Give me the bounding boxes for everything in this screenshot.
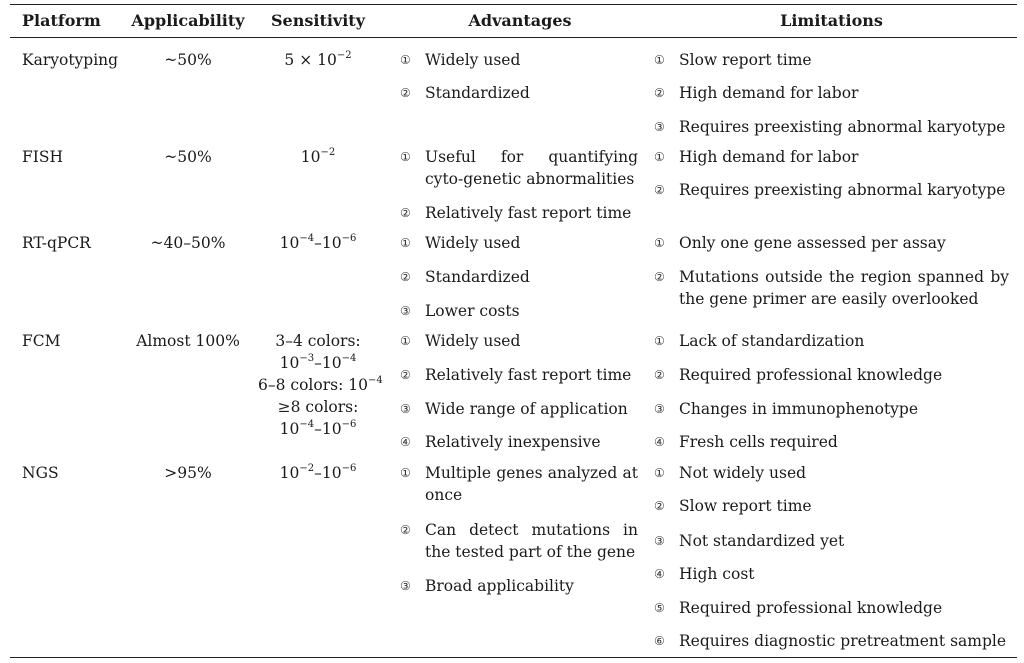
limitation-item: Requires preexisting abnormal karyotype [679,118,1006,136]
sensitivity-line: $10^{-3}-10^{-4}$ [279,352,357,372]
sensitivity-line: 3–4 colors: [275,332,361,350]
limitation-item: Mutations outside the region spanned by the gene primer are easily overlooked [679,268,1009,308]
applicability-karyotyping: ~50% [164,51,212,69]
marker-1-icon: ① [400,334,411,348]
applicability-fcm: Almost 100% [136,332,240,350]
marker-4-icon: ④ [654,435,665,449]
marker-1-icon: ① [654,334,665,348]
marker-3-icon: ③ [654,120,665,134]
sensitivity-ngs: $10^{-2}-10^{-6}$ [279,462,357,482]
marker-3-icon: ③ [654,534,665,548]
marker-3-icon: ③ [400,304,411,318]
marker-1-icon: ① [654,53,665,67]
limitation-item: Not standardized yet [679,532,845,550]
header-advantages: Advantages [468,11,572,30]
advantage-item: Multiple genes analyzed at once [425,464,638,504]
table-top-rule [10,4,1017,5]
marker-2-icon: ② [654,368,665,382]
table-header-rule [10,37,1017,38]
advantage-item: Relatively fast report time [425,204,632,222]
limitation-item: Requires preexisting abnormal karyotype [679,181,1006,199]
advantage-item: Broad applicability [425,577,574,595]
marker-6-icon: ⑥ [654,634,665,648]
limitation-item: Required professional knowledge [679,599,943,617]
sensitivity-fish: $10^{-2}$ [300,146,336,166]
header-sensitivity: Sensitivity [271,11,365,30]
applicability-rt-qpcr: ~40–50% [150,234,226,252]
platform-fish: FISH [22,148,64,166]
header-applicability: Applicability [131,11,245,30]
marker-2-icon: ② [400,206,411,220]
marker-1-icon: ① [654,466,665,480]
applicability-fish: ~50% [164,148,212,166]
limitation-item: Required professional knowledge [679,366,943,384]
marker-2-icon: ② [400,270,411,284]
applicability-ngs: >95% [164,464,212,482]
advantage-item: Standardized [425,84,530,102]
marker-1-icon: ① [400,53,411,67]
limitation-item: Requires diagnostic pretreatment sample [679,632,1007,650]
platform-fcm: FCM [22,332,61,350]
advantage-item: Useful for quantifying cyto-genetic abnormalities [425,148,638,188]
marker-1-icon: ① [400,150,411,164]
advantage-item: Can detect mutations in the tested part of the gene [425,521,638,561]
limitation-item: Fresh cells required [679,433,838,451]
header-platform: Platform [22,11,101,30]
marker-4-icon: ④ [400,435,411,449]
marker-5-icon: ⑤ [654,601,665,615]
marker-3-icon: ③ [400,402,411,416]
limitation-item: High demand for labor [679,148,859,166]
marker-1-icon: ① [400,466,411,480]
limitation-item: Lack of standardization [679,332,865,350]
sensitivity-line: $10^{-4}-10^{-6}$ [279,418,357,438]
marker-3-icon: ③ [400,579,411,593]
limitation-item: Only one gene assessed per assay [679,234,946,252]
platform-rt-qpcr: RT-qPCR [22,234,91,252]
marker-2-icon: ② [400,86,411,100]
advantage-item: Relatively fast report time [425,366,632,384]
platform-karyotyping: Karyotyping [22,51,119,69]
sensitivity-karyotyping: $5 \times 10^{-2}$ [284,49,352,69]
sensitivity-line: 6–8 colors: $10^{-4}$ [258,374,383,394]
marker-2-icon: ② [654,270,665,284]
table-bottom-rule [10,657,1017,658]
limitation-item: Changes in immunophenotype [679,400,919,418]
marker-2-icon: ② [400,368,411,382]
marker-4-icon: ④ [654,567,665,581]
limitation-item: High cost [679,565,755,583]
marker-2-icon: ② [654,183,665,197]
sensitivity-rt-qpcr: $10^{-4}-10^{-6}$ [279,232,357,252]
sensitivity-fcm [258,330,383,440]
limitation-item: Slow report time [679,497,812,515]
marker-2-icon: ② [654,86,665,100]
marker-2-icon: ② [654,499,665,513]
sensitivity-line: ≥8 colors: [277,398,359,416]
marker-1-icon: ① [654,150,665,164]
platform-ngs: NGS [22,464,59,482]
marker-2-icon: ② [400,523,411,537]
marker-1-icon: ① [654,236,665,250]
limitation-item: Slow report time [679,51,812,69]
advantage-item: Lower costs [425,302,520,320]
header-limitations: Limitations [780,11,883,30]
advantage-item: Widely used [425,51,521,69]
advantage-item: Widely used [425,234,521,252]
advantage-item: Widely used [425,332,521,350]
advantage-item: Wide range of application [425,400,628,418]
advantage-item: Relatively inexpensive [425,433,601,451]
marker-3-icon: ③ [654,402,665,416]
limitation-item: Not widely used [679,464,807,482]
advantage-item: Standardized [425,268,530,286]
limitation-item: High demand for labor [679,84,859,102]
marker-1-icon: ① [400,236,411,250]
